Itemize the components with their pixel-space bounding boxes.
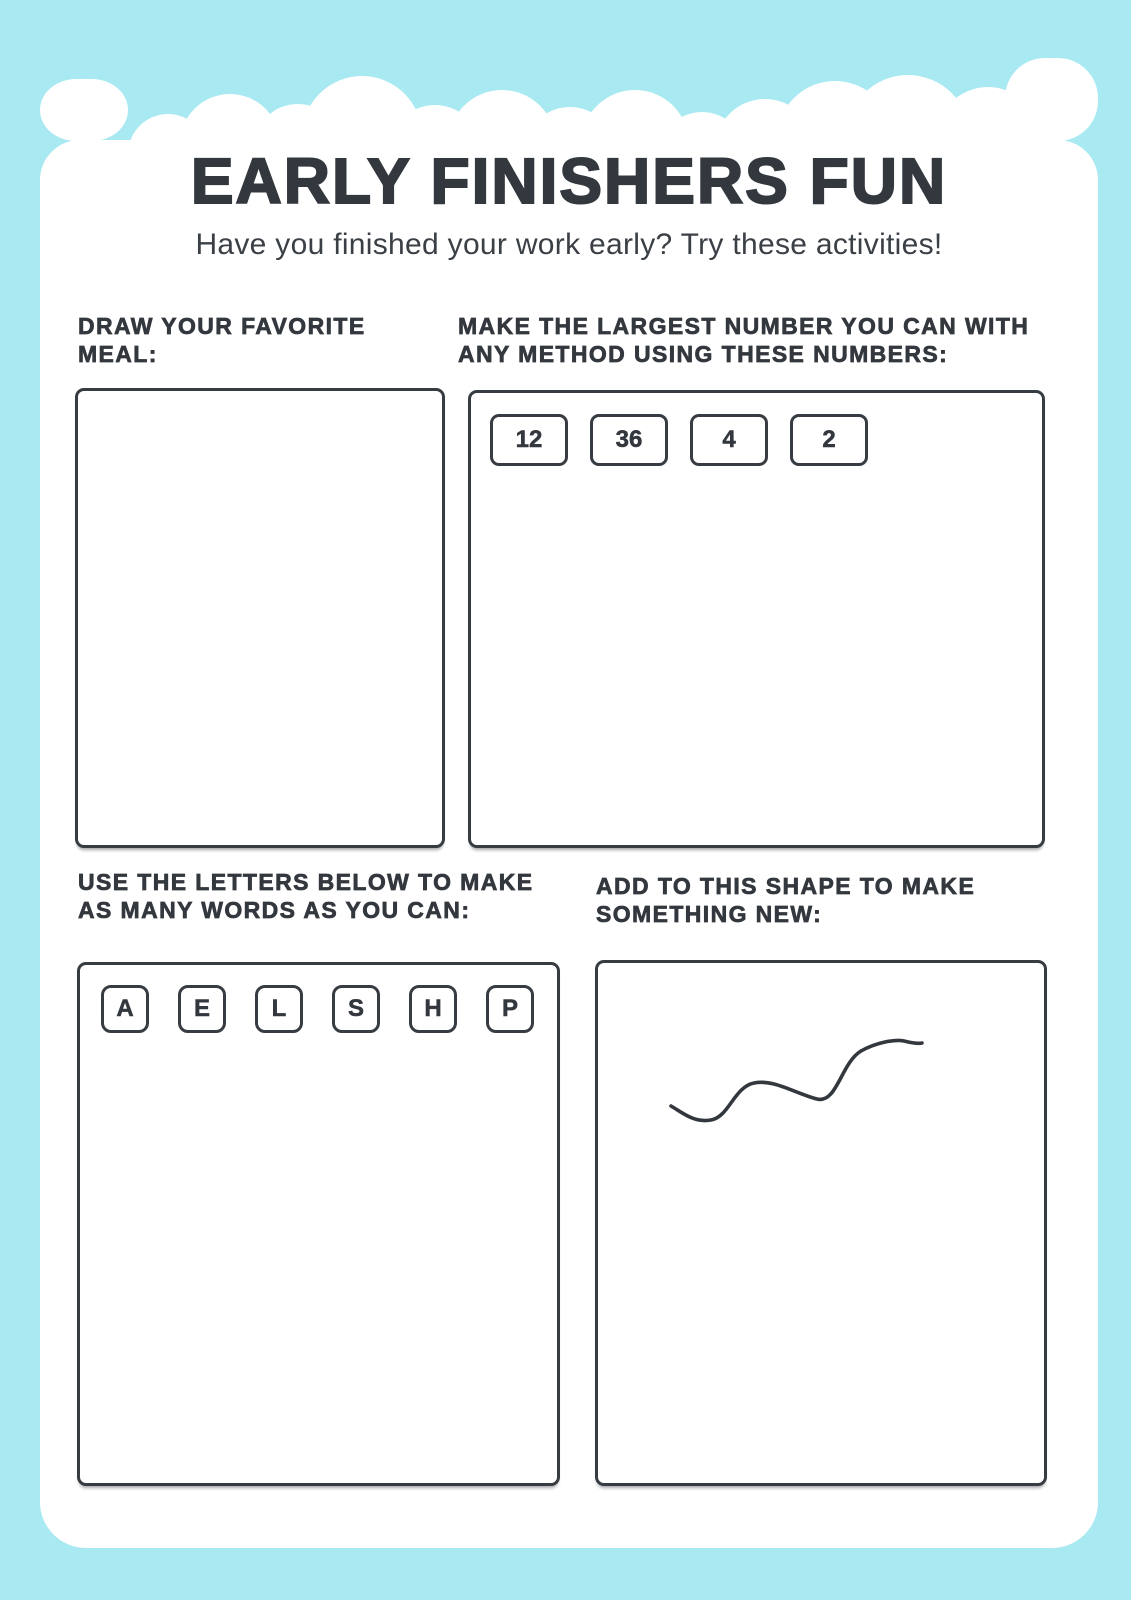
heading-line: USE THE LETTERS BELOW TO MAKE	[78, 869, 534, 895]
number-chip: 2	[790, 414, 868, 466]
section-heading-draw-meal	[78, 312, 366, 368]
section-heading-add-shape	[596, 872, 975, 928]
heading-line: SOMETHING NEW:	[596, 901, 823, 927]
heading-line: DRAW YOUR FAVORITE	[78, 313, 366, 339]
heading-line: ADD TO THIS SHAPE TO MAKE	[596, 873, 976, 899]
heading-line: ANY METHOD USING THESE NUMBERS:	[458, 341, 949, 367]
section-heading-largest-number	[458, 312, 1029, 368]
letter-chip: A	[101, 985, 149, 1033]
letters-work-box[interactable]	[77, 962, 560, 1486]
worksheet-subtitle: Have you finished your work early? Try these activities!	[195, 228, 943, 261]
letter-chip: L	[255, 985, 303, 1033]
heading-line: AS MANY WORDS AS YOU CAN:	[78, 897, 471, 923]
numbers-work-box[interactable]	[468, 390, 1045, 848]
heading-line: MEAL:	[78, 341, 158, 367]
number-chip: 36	[590, 414, 668, 466]
shape-work-box[interactable]	[595, 960, 1047, 1486]
worksheet-title: EARLY FINISHERS FUN	[190, 145, 948, 217]
number-chip: 4	[690, 414, 768, 466]
squiggle-line	[598, 963, 1050, 1489]
section-heading-make-words	[78, 868, 533, 924]
heading-line: MAKE THE LARGEST NUMBER YOU CAN WITH	[458, 313, 1030, 339]
cloud-top-edge	[40, 54, 1098, 141]
letter-chip: E	[178, 985, 226, 1033]
letter-chip: P	[486, 985, 534, 1033]
number-chip: 12	[490, 414, 568, 466]
drawing-box-meal[interactable]	[75, 388, 445, 848]
letter-chip: H	[409, 985, 457, 1033]
letter-chip: S	[332, 985, 380, 1033]
